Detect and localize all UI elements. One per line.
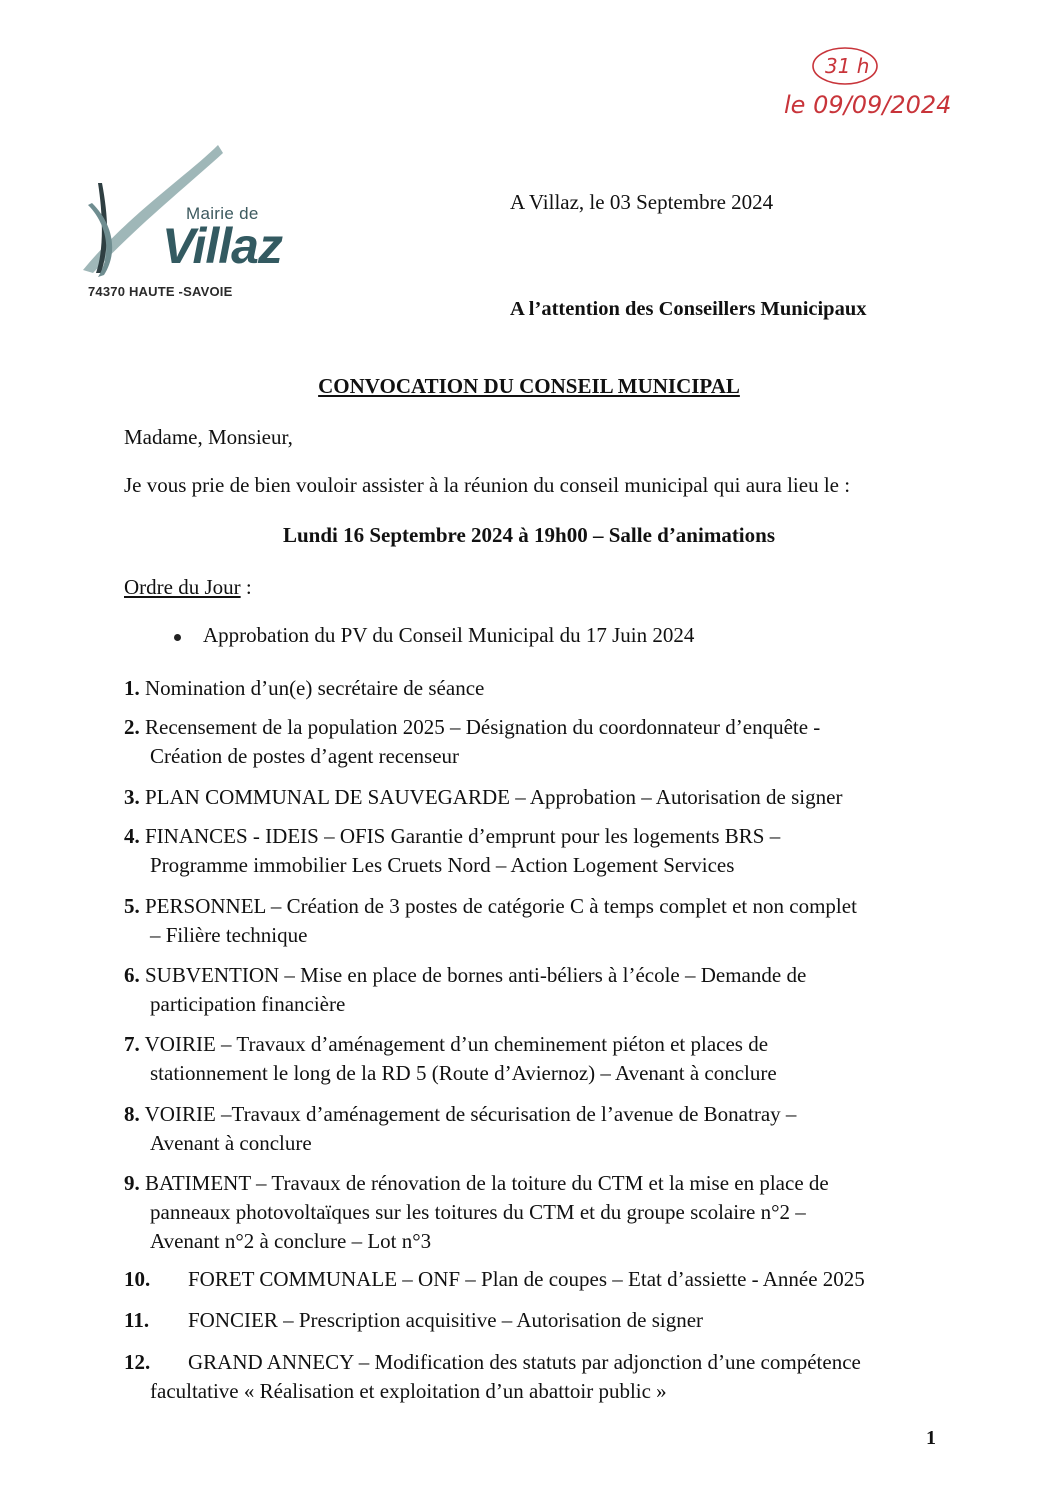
logo-region-text: 74370 HAUTE -SAVOIE [88,284,233,299]
agenda-label [124,575,252,600]
agenda-item-9 [124,1169,936,1256]
agenda-item-text: Recensement de la population 2025 – Désignation du coordonnateur d’enquête - [145,715,821,739]
bullet-icon [174,634,181,641]
agenda-item-number: 4. [124,824,140,848]
agenda-item-text-cont: participation financière [150,992,346,1016]
agenda-item-number: 9. [124,1171,140,1195]
agenda-item-text: Nomination d’un(e) secrétaire de séance [145,676,485,700]
agenda-item-3 [124,783,936,812]
agenda-item-number: 12. [124,1350,151,1374]
agenda-item-text-cont: Création de postes d’agent recenseur [150,744,460,768]
greeting: Madame, Monsieur, [124,425,293,449]
logo-mairie-text: Mairie de [186,204,259,223]
agenda-item-8 [124,1100,936,1158]
agenda-item-11 [124,1306,936,1335]
agenda-item-text: PLAN COMMUNAL DE SAUVEGARDE – Approbation – Autorisation de signer [145,785,843,809]
mairie-logo [68,145,283,310]
agenda-item-1 [124,674,936,703]
handwriting-date: le 09/09/2024 [784,91,952,119]
agenda-item-number: 2. [124,715,140,739]
agenda-item-number: 7. [124,1032,140,1056]
agenda-item-5 [124,892,936,950]
agenda-item-text-cont: facultative « Réalisation et exploitation d’un abattoir public » [150,1379,667,1403]
meeting-details: Lundi 16 Septembre 2024 à 19h00 – Salle d’animations [282,523,775,547]
handwriting-svg [780,40,1000,130]
agenda-item-text-cont: Avenant à conclure [150,1131,312,1155]
agenda-item-text-cont: – Filière technique [150,923,308,947]
agenda-item-text-cont: stationnement le long de la RD 5 (Route d’Aviernoz) – Avenant à conclure [150,1061,777,1085]
agenda-item-text: FORET COMMUNALE – ONF – Plan de coupes – Etat d’assiette - Année 2025 [188,1267,865,1291]
agenda-item-text: FINANCES - IDEIS – OFIS Garantie d’emprunt pour les logements BRS – [145,824,781,848]
agenda-item-text: PERSONNEL – Création de 3 postes de catégorie C à temps complet et non complet [145,894,857,918]
agenda-item-text-cont: Programme immobilier Les Cruets Nord – Action Logement Services [150,853,735,877]
agenda-item-number: 5. [124,894,140,918]
bullet-item-text: Approbation du PV du Conseil Municipal du 17 Juin 2024 [203,623,695,647]
attention-line: A l’attention des Conseillers Municipaux [510,298,867,320]
agenda-item-text: VOIRIE – Travaux d’aménagement d’un cheminement piéton et places de [144,1032,769,1056]
handwriting-ref: 31 h [825,54,870,78]
agenda-bullet-item [174,623,694,648]
document-title: CONVOCATION DU CONSEIL MUNICIPAL [318,374,740,398]
agenda-item-text: BATIMENT – Travaux de rénovation de la toiture du CTM et la mise en place de [145,1171,829,1195]
agenda-item-10 [124,1265,936,1294]
agenda-item-6 [124,961,936,1019]
agenda-item-2 [124,713,936,771]
agenda-item-text: GRAND ANNECY – Modification des statuts par adjonction d’une compétence [188,1350,861,1374]
date-line: A Villaz, le 03 Septembre 2024 [510,190,774,214]
agenda-item-number: 11. [124,1308,150,1332]
agenda-label-text: Ordre du Jour [124,575,241,599]
agenda-item-number: 8. [124,1102,140,1126]
agenda-item-7 [124,1030,936,1088]
agenda-item-text: FONCIER – Prescription acquisitive – Autorisation de signer [188,1308,704,1332]
agenda-label-colon: : [240,575,252,599]
agenda-item-number: 6. [124,963,140,987]
handwritten-annotation [780,40,1000,130]
page-number: 1 [926,1427,936,1449]
agenda-item-text-cont: panneaux photovoltaïques sur les toitures du CTM et du groupe scolaire n°2 – [150,1200,806,1224]
agenda-item-4 [124,822,936,880]
agenda-item-12 [124,1348,936,1406]
agenda-item-number: 10. [124,1267,151,1291]
agenda-item-text: VOIRIE –Travaux d’aménagement de sécurisation de l’avenue de Bonatray – [144,1102,797,1126]
intro-paragraph: Je vous prie de bien vouloir assister à la réunion du conseil municipal qui aura lieu le : [124,473,851,497]
agenda-item-number: 1. [124,676,140,700]
agenda-item-text: SUBVENTION – Mise en place de bornes anti-béliers à l’école – Demande de [145,963,807,987]
logo-villaz-text: Villaz [162,218,282,274]
agenda-item-number: 3. [124,785,140,809]
agenda-item-text-cont: Avenant n°2 à conclure – Lot n°3 [150,1229,432,1253]
